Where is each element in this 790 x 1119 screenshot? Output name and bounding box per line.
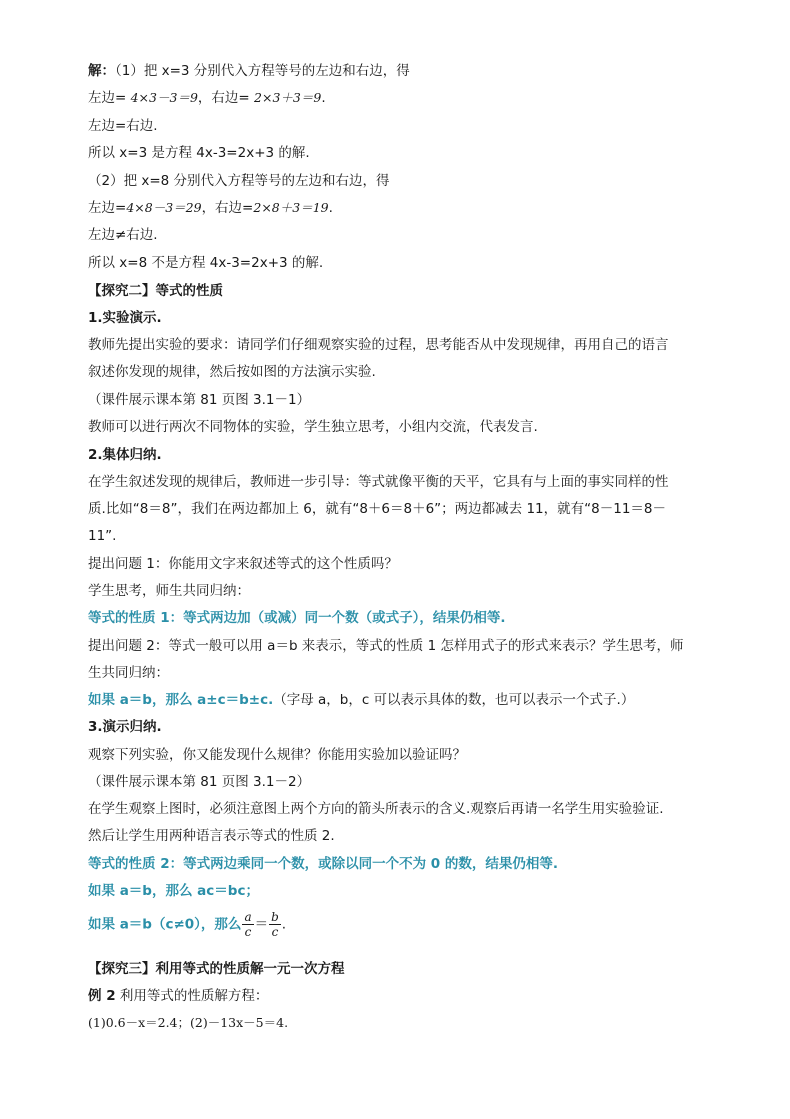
solution-line-7: 左边≠右边.	[88, 227, 158, 243]
formula-2: 如果 a＝b，那么 ac＝bc；	[88, 883, 259, 899]
paragraph-7: 在学生观察上图时，必须注意图上两个方向的箭头所表示的含义.观察后再请一名学生用实验验证.	[88, 801, 664, 817]
formula-3: 如果 a＝b（c≠0），那么 $\frac{a}{c}$ ＝ $\frac{b}{c}$ .	[88, 910, 287, 939]
solution-line-3: 左边=右边.	[88, 118, 158, 134]
question-1: 提出问题 1：你能用文字来叙述等式的这个性质吗？	[88, 556, 398, 572]
solution-line-2: 左边= 4×3－3＝9，右边= 2×3＋3＝9.	[88, 90, 326, 106]
math-left: 4×3－3＝9	[130, 90, 198, 105]
fraction-b-over-c: $\frac{b}{c}$	[271, 910, 279, 939]
property-1: 等式的性质 1：等式两边加（或减）同一个数（或式子），结果仍相等.	[88, 610, 506, 626]
paragraph-8: 然后让学生用两种语言表示等式的性质 2.	[88, 828, 335, 844]
paragraph-4b: 质.比如“8＝8”，我们在两边都加上 6，就有“8＋6＝8＋6”；两边都减去 11，就有“8－11＝8－	[88, 501, 667, 517]
example-2-equations: (1)0.6－x＝2.4；(2)－13x－5＝4.	[88, 1015, 289, 1030]
subheading-experiment: 1.实验演示.	[88, 310, 162, 326]
paragraph-courseware-1: （课件展示课本第 81 页图 3.1－1）	[88, 392, 311, 408]
solution-line-6: 左边=4×8－3＝29，右边=2×8＋3＝19.	[88, 200, 333, 216]
paragraph-5: 观察下列实验，你又能发现什么规律？你能用实验加以验证吗？	[88, 747, 466, 763]
math-left: 4×8－3＝29	[126, 200, 202, 215]
paragraph-courseware-2: （课件展示课本第 81 页图 3.1－2）	[88, 774, 311, 790]
property-2: 等式的性质 2：等式两边乘同一个数，或除以同一个不为 0 的数，结果仍相等.	[88, 856, 559, 872]
formula-1-note: （字母 a，b，c 可以表示具体的数，也可以表示一个式子.）	[273, 692, 635, 708]
heading-explore-2: 【探究二】等式的性质	[88, 283, 223, 299]
paragraph-3: 教师可以进行两次不同物体的实验，学生独立思考，小组内交流，代表发言.	[88, 419, 538, 435]
question-2a: 提出问题 2：等式一般可以用 a＝b 来表示，等式的性质 1 怎样用式子的形式来表示？学生思考，师	[88, 638, 684, 654]
example-2: 例 2 利用等式的性质解方程：	[88, 988, 269, 1004]
question-2b: 生共同归纳：	[88, 665, 169, 681]
fraction-a-over-c: $\frac{a}{c}$	[244, 910, 252, 939]
solution-line-5: （2）把 x=8 分别代入方程等号的左边和右边，得	[88, 173, 390, 189]
heading-explore-3: 【探究三】利用等式的性质解一元一次方程	[88, 961, 345, 977]
example-2-label: 例 2	[88, 988, 116, 1004]
question-1-followup: 学生思考，师生共同归纳：	[88, 583, 250, 599]
math-right: 2×3＋3＝9	[254, 90, 322, 105]
solution-line-4: 所以 x=3 是方程 4x-3=2x+3 的解.	[88, 145, 310, 161]
paragraph-1a: 教师先提出实验的要求：请同学们仔细观察实验的过程，思考能否从中发现规律，再用自己的语言	[88, 337, 669, 353]
solution-line-1: 解：（1）把 x=3 分别代入方程等号的左边和右边，得	[88, 63, 410, 79]
paragraph-4c: 11”.	[88, 528, 117, 544]
formula-1-statement: 如果 a＝b，那么 a±c＝b±c.	[88, 692, 274, 708]
subheading-summary: 2.集体归纳.	[88, 447, 162, 463]
paragraph-4a: 在学生叙述发现的规律后，教师进一步引导：等式就像平衡的天平，它具有与上面的事实同样的性	[88, 474, 669, 490]
paragraph-1b: 叙述你发现的规律，然后按如图的方法演示实验.	[88, 364, 376, 380]
solution-line-8: 所以 x=8 不是方程 4x-3=2x+3 的解.	[88, 255, 324, 271]
formula-1	[88, 691, 634, 709]
subheading-demo: 3.演示归纳.	[88, 719, 162, 735]
solution-label: 解：	[88, 63, 115, 79]
math-right: 2×8＋3＝19	[253, 200, 329, 215]
formula-3-statement: 如果 a＝b（c≠0），那么	[88, 916, 242, 933]
